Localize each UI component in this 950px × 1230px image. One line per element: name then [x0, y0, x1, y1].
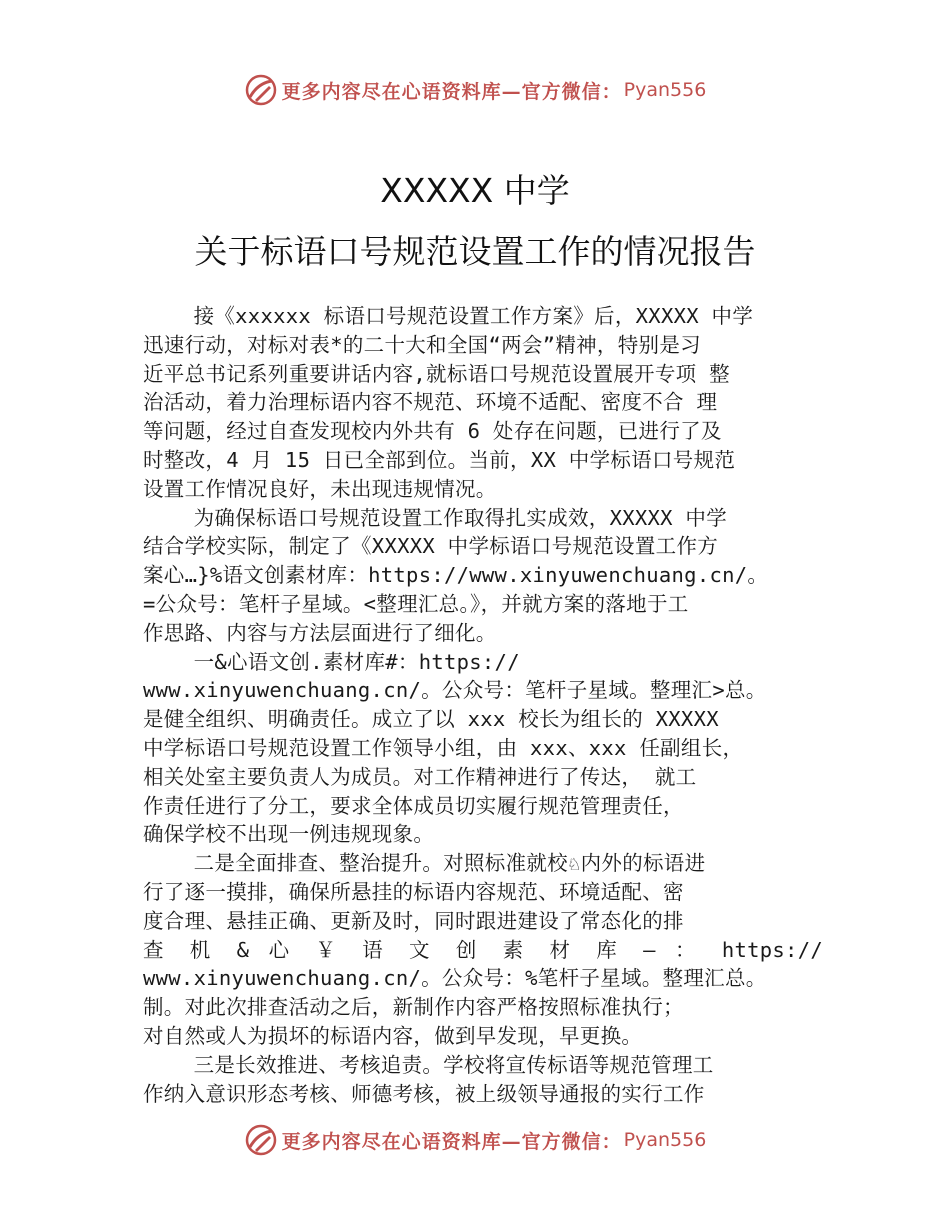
body-line: www.xinyuwenchuang.cn/。公众号：笔杆子星域。整理汇>总。 — [143, 678, 767, 703]
body-line: 为确保标语口号规范设置工作取得扎实成效，XXXXX 中学 — [143, 505, 728, 530]
body-line: 作纳入意识形态考核、师德考核，被上级领导通报的实行工作 — [143, 1081, 705, 1106]
body-line: 作思路、内容与方法层面进行了细化。 — [143, 620, 497, 645]
footer-watermark — [0, 1120, 950, 1160]
body-line: www.xinyuwenchuang.cn/。公众号：%笔杆子星域。整理汇总。 — [143, 966, 767, 991]
watermark-wechat-id: Pyan556 — [623, 1129, 707, 1151]
body-line: 治活动，着力治理标语内容不规范、环境不适配、密度不合 理 — [143, 390, 718, 415]
document-title-line1: XXXXX 中学 — [380, 171, 570, 210]
body-line: =公众号：笔杆子星域。<整理汇总。》，并就方案的落地于工 — [143, 591, 689, 616]
body-line: 作责任进行了分工，要求全体成员切实履行规范管理责任， — [143, 793, 684, 818]
body-line: 案心…}%语文创素材库：https://www.xinyuwenchuang.cn/。 — [143, 563, 769, 588]
body-line: 近平总书记系列重要讲话内容,就标语口号规范设置展开专项 整 — [143, 361, 730, 386]
pen-logo-icon — [244, 73, 278, 107]
watermark-text: 更多内容尽在心语资料库—官方微信： — [281, 80, 622, 103]
report-body — [143, 302, 823, 1108]
header-watermark — [0, 70, 950, 110]
body-line: 是健全组织、明确责任。成立了以 xxx 校长为组长的 XXXXX — [143, 707, 719, 732]
body-line: 相关处室主要负责人为成员。对工作精神进行了传达， 就工 — [143, 764, 697, 789]
body-line: 查 机 & 心 ￥ 语 文 创 素 材 库 — ： https:// — [143, 937, 823, 962]
body-line: 行了逐一摸排，确保所悬挂的标语内容规范、环境适配、密 — [143, 879, 684, 904]
body-line: 时整改，4 月 15 日已全部到位。当前，XX 中学标语口号规范 — [143, 447, 736, 472]
body-line: 三是长效推进、考核追责。学校将宣传标语等规范管理工 — [143, 1052, 714, 1077]
body-line: 对自然或人为损坏的标语内容，做到早发现，早更换。 — [143, 1023, 643, 1048]
body-line: 迅速行动，对标对表*的二十大和全国“两会”精神，特别是习 — [143, 332, 701, 357]
pen-logo-icon — [244, 1123, 278, 1157]
body-line: 制。对此次排查活动之后，新制作内容严格按照标准执行； — [143, 995, 684, 1020]
watermark-wechat-id: Pyan556 — [623, 79, 707, 101]
body-line: 设置工作情况良好，未出现违规情况。 — [143, 476, 497, 501]
body-line: 一&心语文创.素材库#：https:// — [143, 649, 520, 674]
body-line: 确保学校不出现一例违规现象。 — [143, 822, 435, 847]
document-title-line2: 关于标语口号规范设置工作的情况报告 — [194, 232, 756, 271]
body-line: 二是全面排查、整治提升。对照标准就校♘内外的标语进 — [143, 851, 706, 876]
body-line: 接《xxxxxx 标语口号规范设置工作方案》后，XXXXX 中学 — [143, 304, 754, 328]
watermark-text: 更多内容尽在心语资料库—官方微信： — [281, 1130, 622, 1153]
body-line: 中学标语口号规范设置工作领导小组，由 xxx、xxx 任副组长， — [143, 735, 744, 760]
body-line: 度合理、悬挂正确、更新及时，同时跟进建设了常态化的排 — [143, 908, 684, 933]
body-line: 等问题，经过自查发现校内外共有 6 处存在问题，已进行了及 — [143, 419, 722, 444]
body-line: 结合学校实际，制定了《XXXXX 中学标语口号规范设置工作方 — [143, 534, 719, 559]
